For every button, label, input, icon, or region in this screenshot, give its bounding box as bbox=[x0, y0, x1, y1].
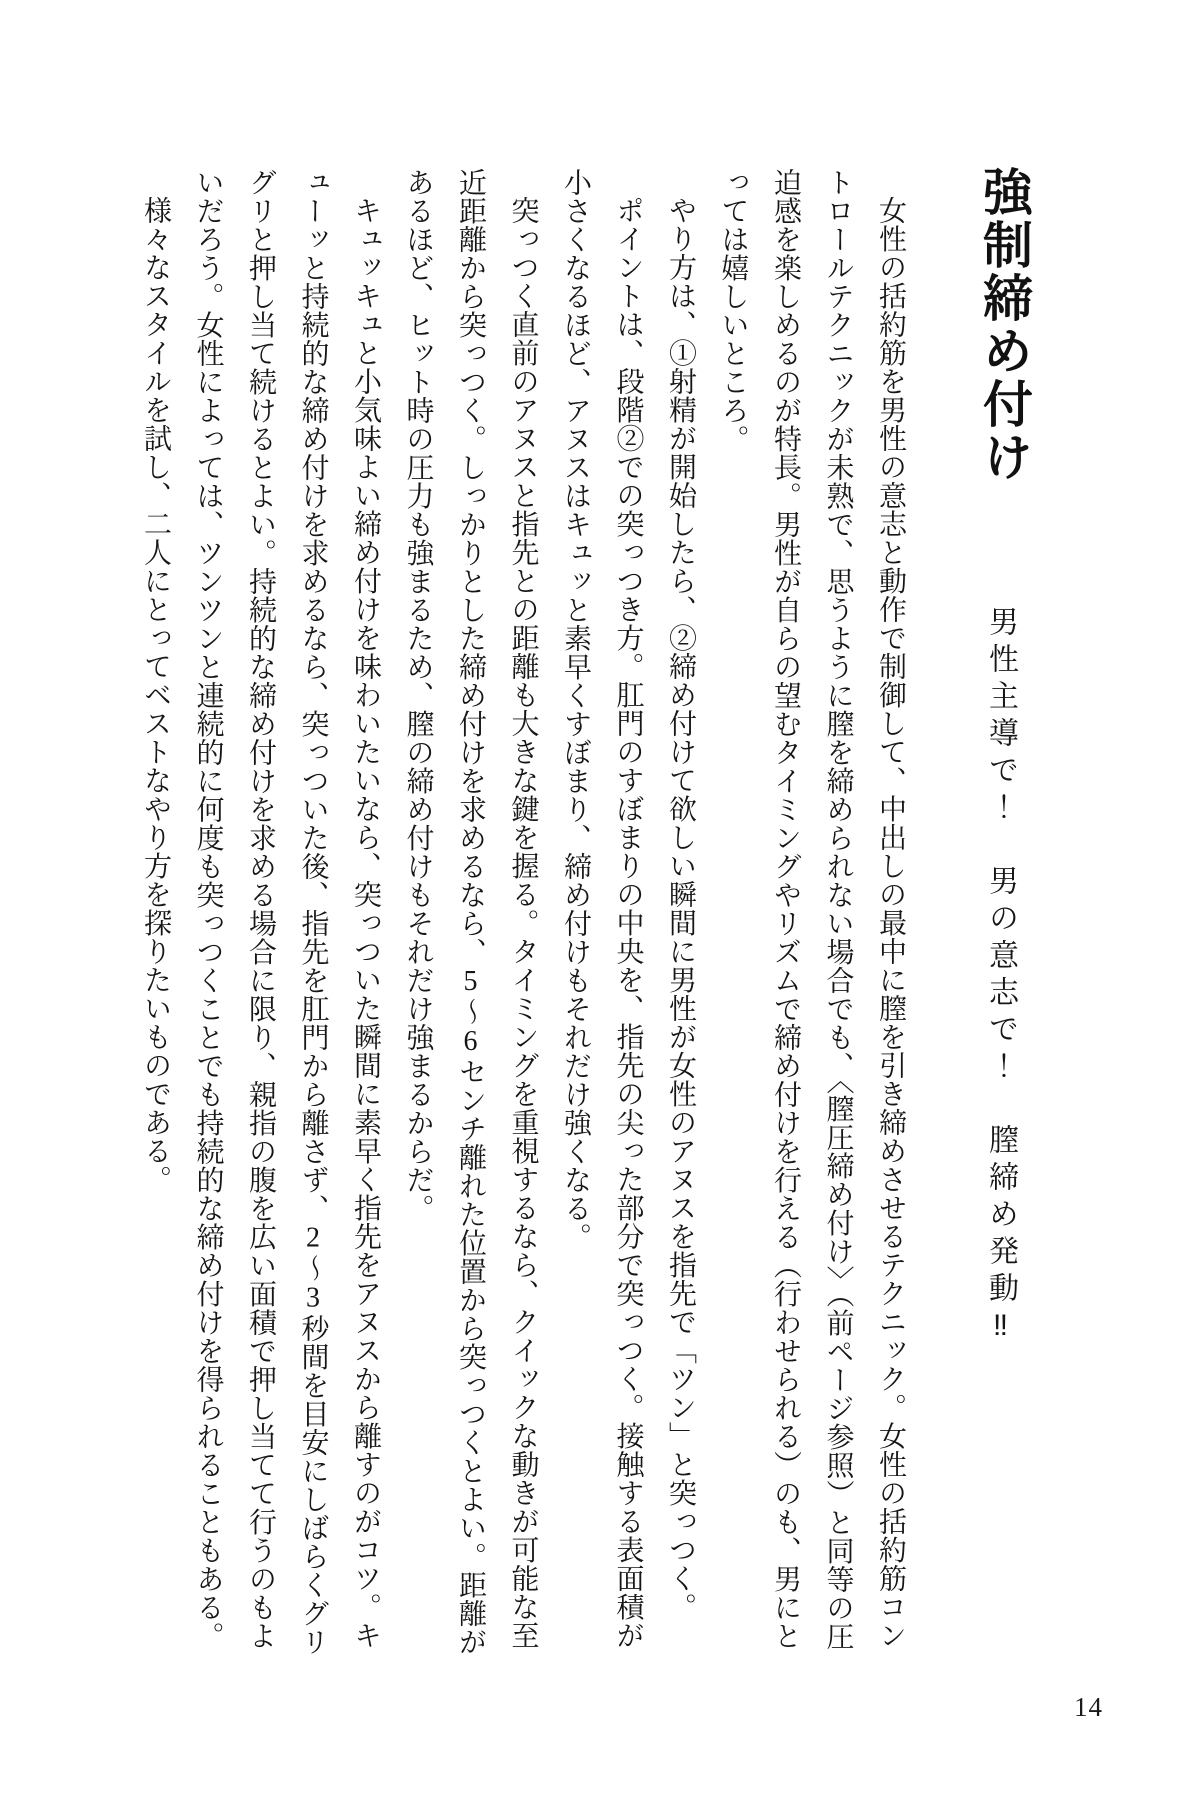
body-text bbox=[110, 168, 916, 1663]
paragraph-5: キュッキュと小気味よい締め付けを味わいたいなら、突っついた瞬間に素早く指先をアヌスから離すのがコツ。キューッと持続的な締め付けを求めるなら、突っついた後、指先を肛門から離さず、2〜3秒間を目安にしばらくグリグリと押し当て続けるとよい。持続的な締め付けを求める場合に限り、親指の腹を広い面積で押し当てて行うのもよいだろう。女性によっては、ツンツンと連続的に何度も突っつくことでも持続的な締め付けを得られることもある。 bbox=[192, 168, 381, 1656]
paragraph-4: 突っつく直前のアヌスと指先との距離も大きな鍵を握る。タイミングを重視するなら、クイックな動きが可能な至近距離から突っつく。しっかりとした締め付けを求めるなら、5〜6センチ離れた位置から突っつくとよい。距離があるほど、ヒット時の圧力も強まるため、膣の締め付けもそれだけ強まるからだ。 bbox=[402, 168, 539, 1656]
paragraph-3: ポイントは、段階②での突っつき方。肛門のすぼまりの中央を、指先の尖った部分で突っつく。接触する表面積が小さくなるほど、アヌスはキュッと素早くすぼまり、締め付けもそれだけ強くなる。 bbox=[560, 168, 644, 1650]
page-subtitle: 男性主導で！ 男の意志で！ 膣締め発動‼ bbox=[984, 606, 1017, 1349]
page-number: 14 bbox=[1074, 1692, 1103, 1722]
page-title: 強制締め付け bbox=[976, 166, 1032, 484]
paragraph-1: 女性の括約筋を男性の意志と動作で制御して、中出しの最中に膣を引き締めさせるテクニック。女性の括約筋コントロールテクニックが未熟で、思うように膣を締められない場合でも、〈膣圧締め付け〉（前ページ参照）と同等の圧迫感を楽しめるのが特長。男性が自らの望むタイミングやリズムで締め付けを行える（行わせられる）のも、男にとっては嬉しいところ。 bbox=[717, 168, 906, 1651]
paragraph-2: やり方は、①射精が開始したら、②締め付けて欲しい瞬間に男性が女性のアヌスを指先で「ツン」と突っつく。 bbox=[665, 196, 696, 1621]
paragraph-6: 様々なスタイルを試し、二人にとってベストなやり方を探りたいものである。 bbox=[140, 196, 171, 1194]
